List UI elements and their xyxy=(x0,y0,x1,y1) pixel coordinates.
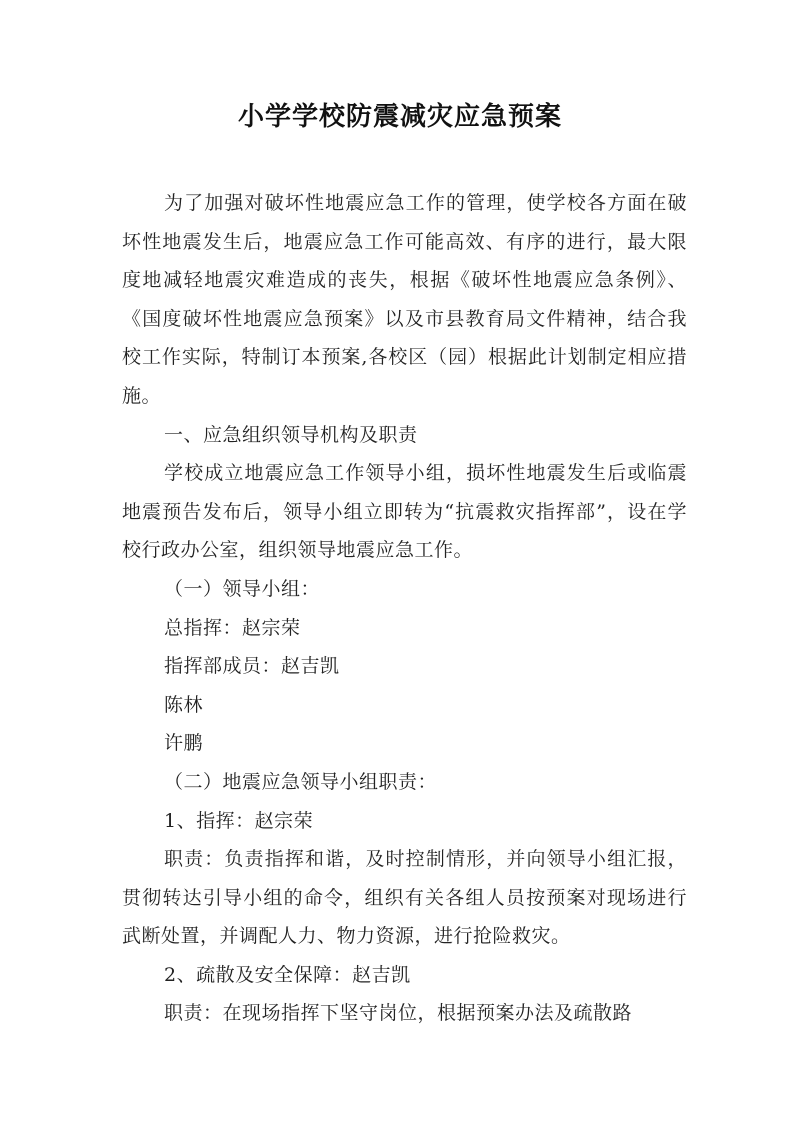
duty-text-command: 职责：负责指挥和谐，及时控制情形，并向领导小组汇报，贯彻转达引导小组的命令，组织有关各组人员按预案对现场进行武断处置，并调配人力、物力资源，进行抢险救灾。 xyxy=(122,848,687,948)
paragraph-intro: 为了加强对破坏性地震应急工作的管理，使学校各方面在破坏性地震发生后，地震应急工作可能高效、有序的进行，最大限度地减轻地震灾难造成的丧失，根据《破坏性地震应急条例》、《国度破坏性地震应急预案》以及市县教育局文件精神，结合我校工作实际，特制订本预案,各校区（园）根据此计划制定相应措施。 xyxy=(122,192,687,407)
document-title: 小学学校防震减灾应急预案 xyxy=(237,102,562,132)
duty-text-evacuation: 职责：在现场指挥下坚守岗位，根据预案办法及疏散路 xyxy=(164,1002,633,1025)
leadership-member-2: 陈林 xyxy=(164,693,204,716)
leadership-commander: 总指挥：赵宗荣 xyxy=(164,616,301,639)
duty-heading-command: 1、指挥：赵宗荣 xyxy=(164,809,314,832)
section-heading-organization: 一、应急组织领导机构及职责 xyxy=(164,423,418,446)
subsection-heading-duties: （二）地震应急领导小组职责： xyxy=(164,770,438,793)
document-body xyxy=(122,184,687,1033)
leadership-member-3: 许鹏 xyxy=(164,732,204,755)
leadership-member-1: 指挥部成员：赵吉凯 xyxy=(164,655,340,678)
subsection-heading-leadership-group: （一）领导小组： xyxy=(164,577,321,600)
duty-heading-evacuation: 2、疏散及安全保障：赵吉凯 xyxy=(164,963,411,986)
paragraph-organization: 学校成立地震应急工作领导小组，损坏性地震发生后或临震地震预告发布后，领导小组立即转为“抗震救灾指挥部”，设在学校行政办公室，组织领导地震应急工作。 xyxy=(122,462,687,562)
